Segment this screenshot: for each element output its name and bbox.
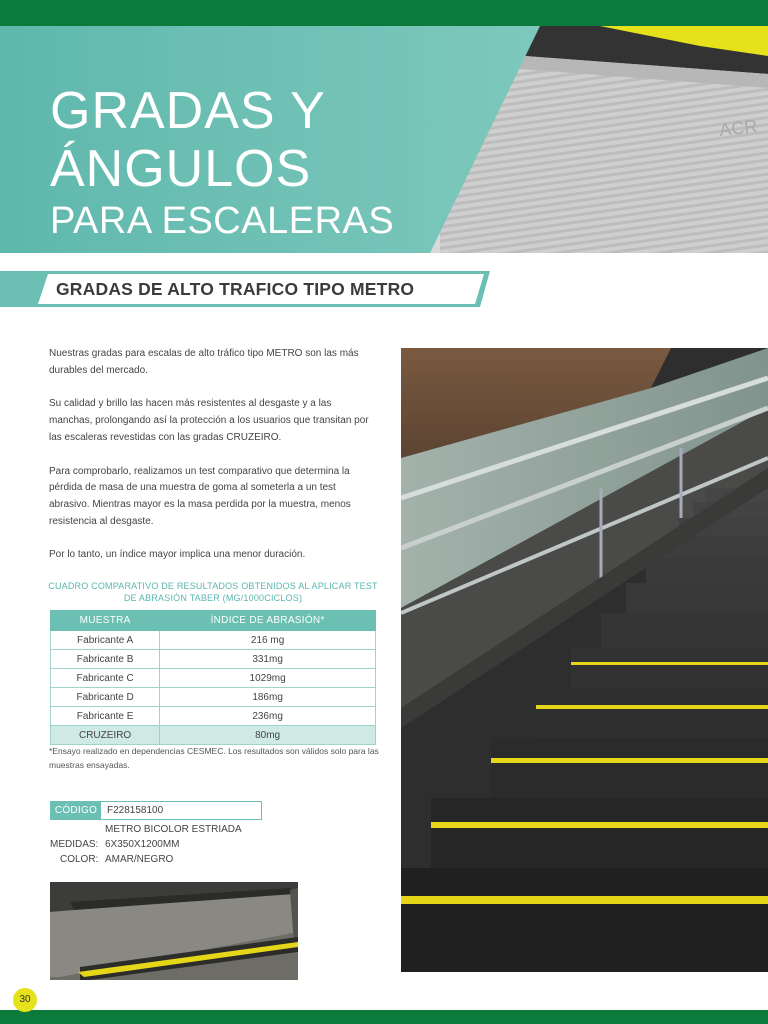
table-header-row — [51, 611, 376, 631]
header-banner — [0, 26, 768, 253]
paragraph: Por lo tanto, un índice mayor implica una menor duración. — [49, 549, 306, 561]
product-name: METRO BICOLOR ESTRIADA — [105, 824, 242, 835]
sample-value: 1029mg — [160, 669, 376, 688]
color-label: COLOR: — [60, 854, 99, 865]
medidas-value: 6X350X1200MM — [105, 839, 180, 850]
table-row — [51, 707, 376, 726]
sample-value: 331mg — [160, 650, 376, 669]
sample-name: Fabricante A — [51, 631, 160, 650]
table-row-highlight — [51, 726, 376, 745]
medidas-label: MEDIDAS: — [50, 839, 99, 850]
metro-stairs-image — [401, 348, 768, 972]
svg-text:ACR: ACR — [718, 116, 759, 140]
title-line-2: ÁNGULOS — [50, 140, 312, 198]
top-green-bar — [0, 0, 768, 26]
product-thumbnail — [50, 882, 298, 980]
section-title: GRADAS DE ALTO TRAFICO TIPO METRO — [56, 279, 415, 299]
title-line-3: PARA ESCALERAS — [50, 200, 395, 242]
code-label: CÓDIGO — [51, 802, 101, 819]
sample-value: 186mg — [160, 688, 376, 707]
sample-name: Fabricante D — [51, 688, 160, 707]
table-footnote: *Ensayo realizado en dependencias CESMEC. Los resultados son válidos solo para las muestras ensayadas. — [49, 746, 379, 770]
paragraph: Para comprobarlo, realizamos un test comparativo que determina la pérdida de masa de una muestra de goma al someterla a un test abrasivo. Mientras mayor es la masa perdida por la muestra, menos resistencia al desgaste. — [49, 465, 351, 527]
paragraph: Su calidad y brillo las hacen más resistentes al desgaste y a las manchas, prolongando así la protección a los usuarios que transitan por las escaleras revestidas con las gradas CRUZEIRO. — [49, 398, 369, 443]
color-value: AMAR/NEGRO — [105, 854, 174, 865]
product-code-box — [50, 801, 262, 820]
table-row — [51, 688, 376, 707]
table-row — [51, 650, 376, 669]
sample-value: 236mg — [160, 707, 376, 726]
code-value: F228158100 — [107, 805, 164, 816]
sample-name: Fabricante C — [51, 669, 160, 688]
step-detail-image — [50, 882, 298, 980]
sample-value: 80mg — [160, 726, 376, 745]
bottom-green-bar — [0, 1010, 768, 1024]
page-title — [50, 82, 394, 244]
intro-text — [49, 346, 371, 581]
sample-name: Fabricante E — [51, 707, 160, 726]
stairs-photo — [401, 348, 768, 972]
header-indice: ÍNDICE DE ABRASIÓN* — [160, 611, 376, 631]
abrasion-table — [50, 610, 376, 745]
sample-value: 216 mg — [160, 631, 376, 650]
title-line-1: GRADAS Y — [50, 82, 326, 140]
table-row — [51, 669, 376, 688]
table-row — [51, 631, 376, 650]
table-caption: CUADRO COMPARATIVO DE RESULTADOS OBTENIDOS AL APLICAR TEST DE ABRASIÓN TABER (MG/1000CICLOS) — [48, 581, 378, 603]
header-muestra: MUESTRA — [51, 611, 160, 631]
sample-name: Fabricante B — [51, 650, 160, 669]
page-number: 30 — [13, 988, 37, 1012]
sample-name: CRUZEIRO — [51, 726, 160, 745]
paragraph: Nuestras gradas para escalas de alto tráfico tipo METRO son las más durables del mercado. — [49, 348, 359, 376]
